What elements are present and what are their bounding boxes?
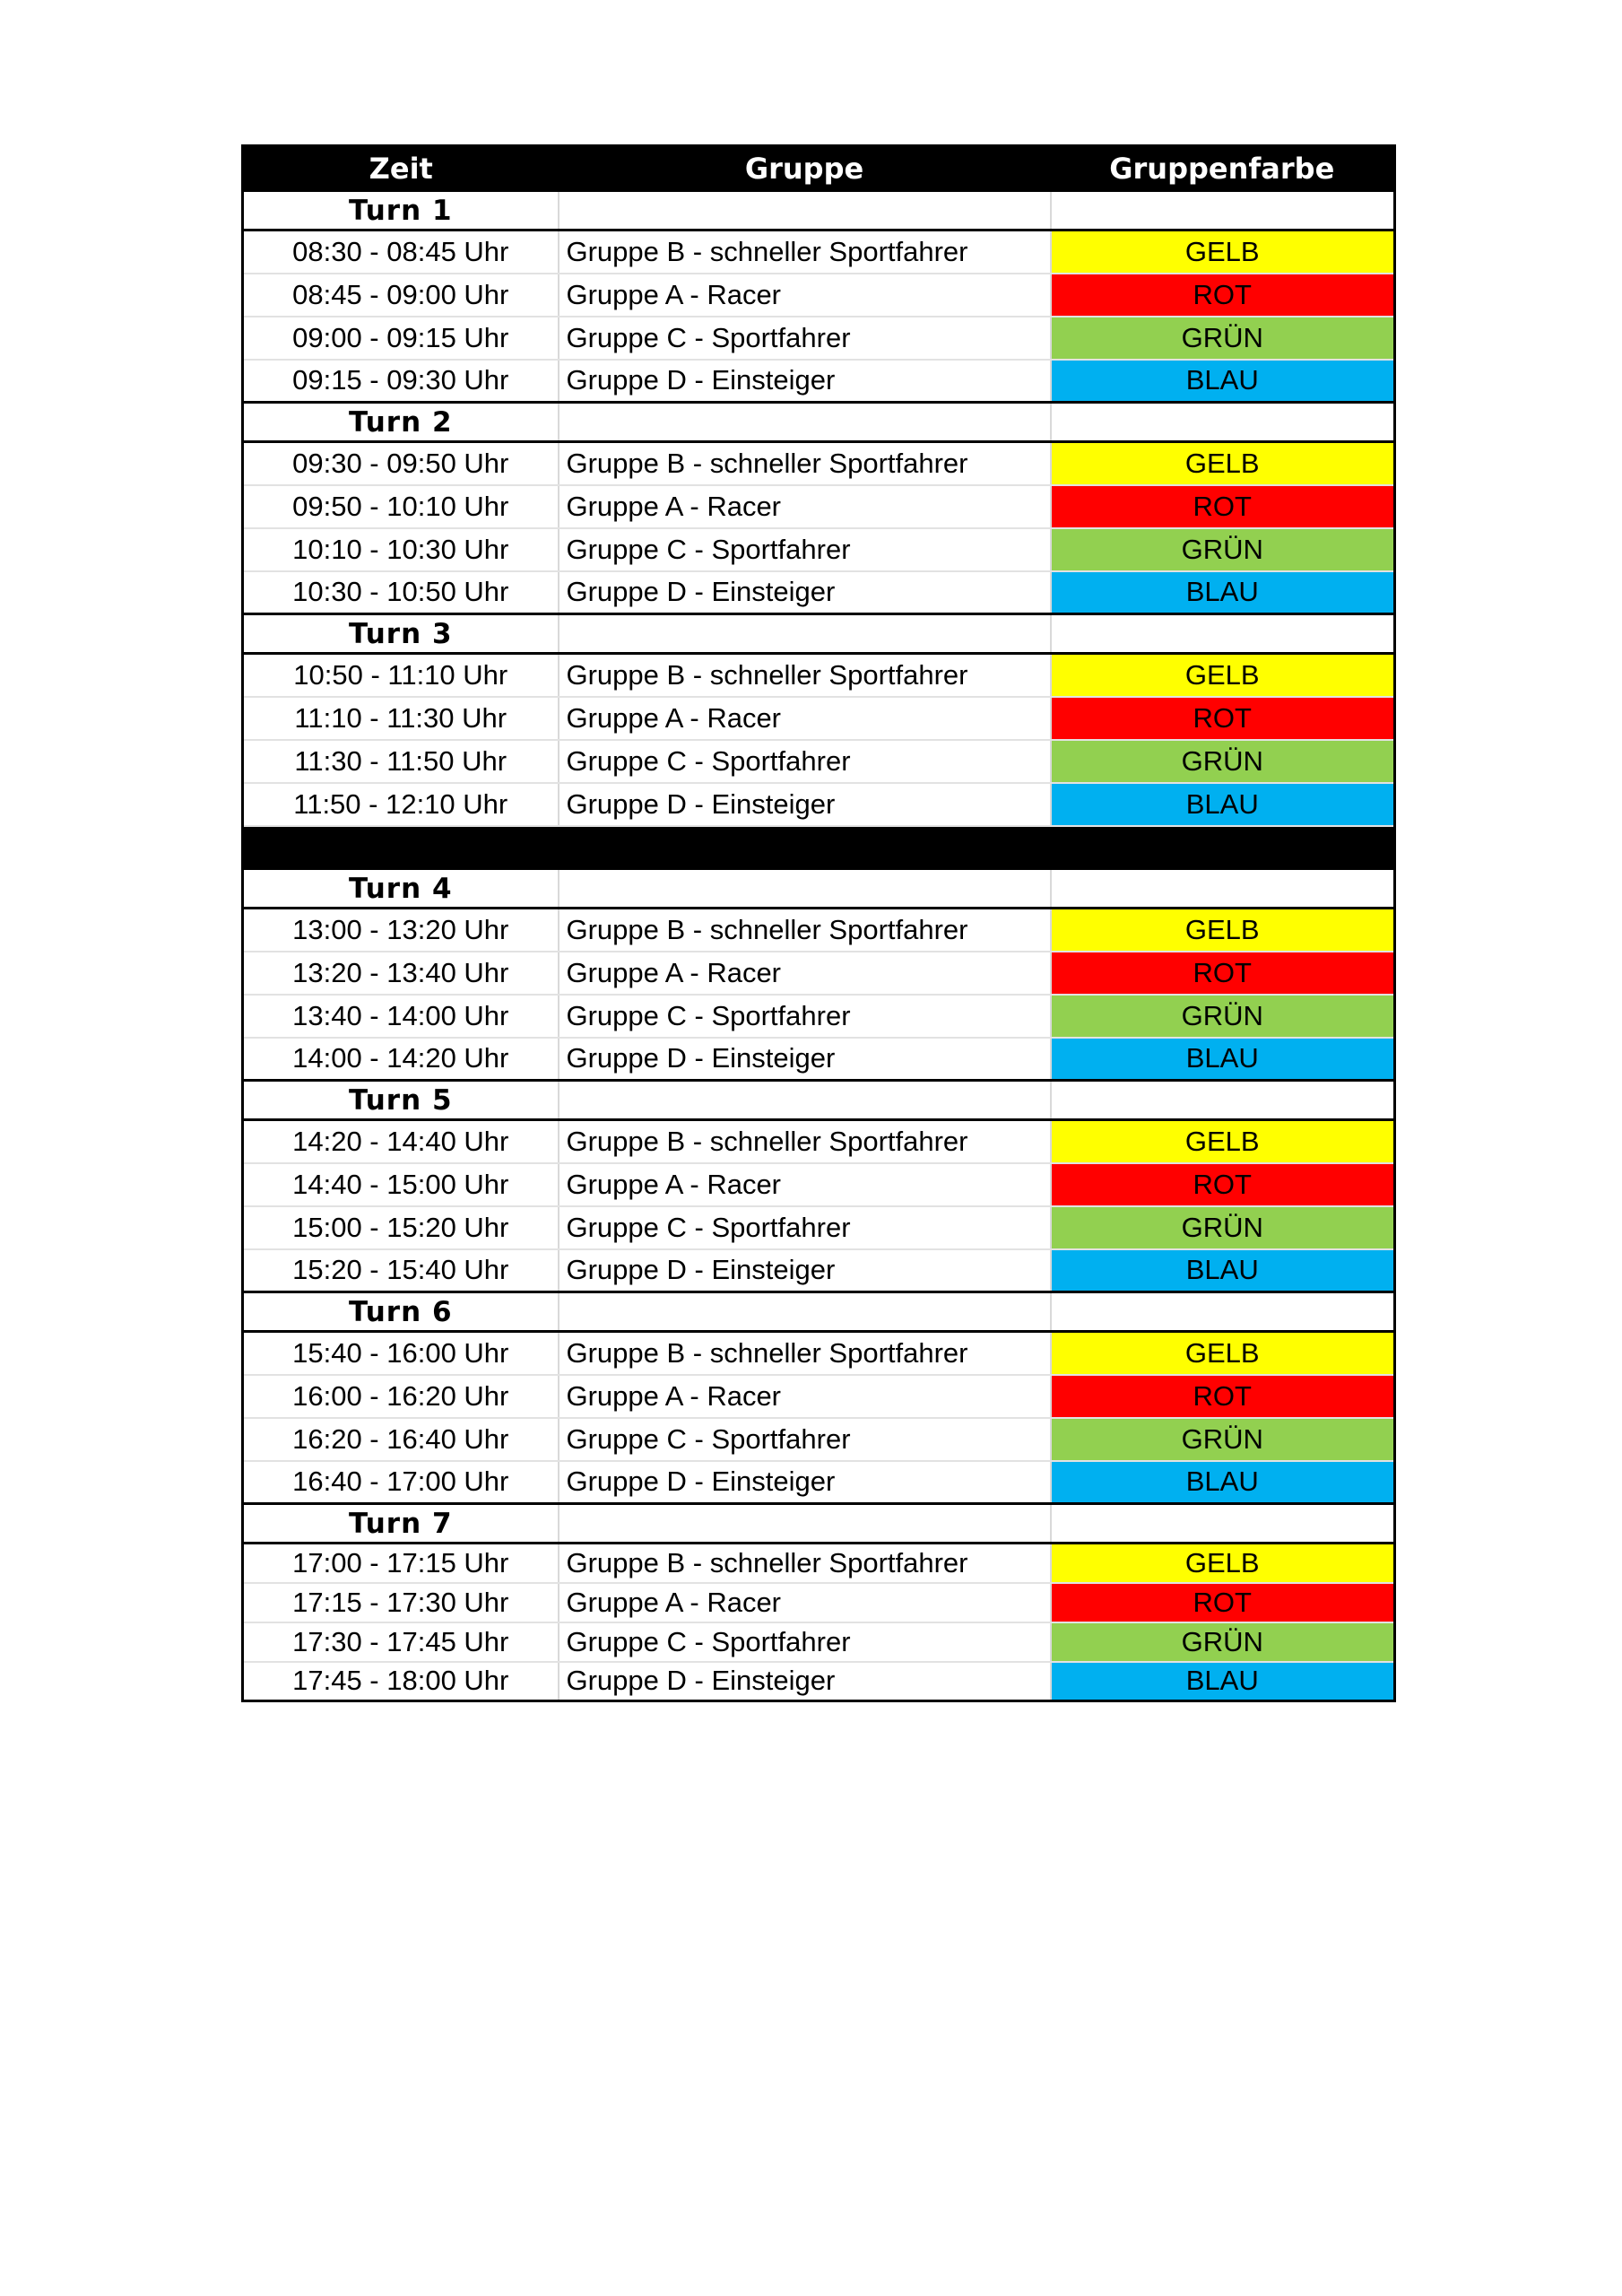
table-row [243,528,1395,571]
group-cell: Gruppe D - Einsteiger [559,1249,1051,1292]
group-color-cell: GRÜN [1051,1206,1395,1249]
group-color-cell: ROT [1051,1375,1395,1418]
group-cell: Gruppe D - Einsteiger [559,360,1051,403]
table-row [243,485,1395,528]
turn-empty-cell [1051,1504,1395,1544]
schedule-body [243,191,1395,1701]
time-cell: 11:10 - 11:30 Uhr [243,697,559,740]
time-cell: 13:00 - 13:20 Uhr [243,909,559,952]
time-cell: 17:00 - 17:15 Uhr [243,1544,559,1583]
turn-header-row [243,614,1395,654]
table-row [243,1206,1395,1249]
group-color-cell: BLAU [1051,1662,1395,1701]
time-cell: 17:30 - 17:45 Uhr [243,1622,559,1662]
turn-empty-cell [559,1504,1051,1544]
turn-empty-cell [559,614,1051,654]
group-color-cell: GELB [1051,1332,1395,1375]
group-color-cell: GELB [1051,1120,1395,1163]
time-cell: 09:30 - 09:50 Uhr [243,442,559,485]
turn-empty-cell [559,191,1051,230]
turn-empty-cell [559,869,1051,909]
table-row [243,1622,1395,1662]
group-color-cell: GRÜN [1051,995,1395,1038]
group-color-cell: ROT [1051,697,1395,740]
turn-empty-cell [1051,1292,1395,1332]
group-color-cell: ROT [1051,1163,1395,1206]
table-row [243,1120,1395,1163]
table-row [243,1662,1395,1701]
group-cell: Gruppe C - Sportfahrer [559,1206,1051,1249]
group-cell: Gruppe A - Racer [559,1375,1051,1418]
turn-header-row [243,869,1395,909]
turn-label: Turn 7 [243,1504,559,1544]
group-cell: Gruppe C - Sportfahrer [559,528,1051,571]
group-cell: Gruppe A - Racer [559,697,1051,740]
turn-empty-cell [1051,614,1395,654]
table-row [243,230,1395,274]
group-color-cell: BLAU [1051,1038,1395,1081]
group-color-cell: BLAU [1051,360,1395,403]
time-cell: 13:40 - 14:00 Uhr [243,995,559,1038]
header-zeit: Zeit [369,151,433,186]
table-row [243,1249,1395,1292]
turn-label: Turn 5 [243,1081,559,1120]
group-color-cell: GELB [1051,654,1395,697]
turn-empty-cell [1051,1081,1395,1120]
group-cell: Gruppe B - schneller Sportfahrer [559,1120,1051,1163]
time-cell: 17:15 - 17:30 Uhr [243,1583,559,1622]
group-color-cell: GRÜN [1051,740,1395,783]
table-row [243,274,1395,317]
group-cell: Gruppe B - schneller Sportfahrer [559,654,1051,697]
header-gruppenfarbe: Gruppenfarbe [1109,151,1335,186]
turn-empty-cell [559,403,1051,442]
group-cell: Gruppe C - Sportfahrer [559,995,1051,1038]
group-cell: Gruppe D - Einsteiger [559,1461,1051,1504]
group-cell: Gruppe A - Racer [559,952,1051,995]
table-row [243,740,1395,783]
turn-header-row [243,1292,1395,1332]
time-cell: 14:00 - 14:20 Uhr [243,1038,559,1081]
turn-label: Turn 3 [243,614,559,654]
group-cell: Gruppe C - Sportfahrer [559,1418,1051,1461]
group-color-cell: GRÜN [1051,317,1395,360]
header-gruppe: Gruppe [744,151,864,186]
group-color-cell: ROT [1051,485,1395,528]
group-cell: Gruppe D - Einsteiger [559,571,1051,614]
time-cell: 15:40 - 16:00 Uhr [243,1332,559,1375]
time-cell: 15:00 - 15:20 Uhr [243,1206,559,1249]
time-cell: 08:45 - 09:00 Uhr [243,274,559,317]
group-cell: Gruppe A - Racer [559,1583,1051,1622]
table-row [243,952,1395,995]
turn-empty-cell [1051,403,1395,442]
table-row [243,783,1395,826]
table-row [243,1544,1395,1583]
group-color-cell: GRÜN [1051,1622,1395,1662]
turn-empty-cell [559,1081,1051,1120]
table-row [243,1418,1395,1461]
time-cell: 15:20 - 15:40 Uhr [243,1249,559,1292]
table-row [243,442,1395,485]
table-row [243,697,1395,740]
group-color-cell: BLAU [1051,571,1395,614]
pause-divider [243,826,1395,869]
group-cell: Gruppe D - Einsteiger [559,783,1051,826]
group-cell: Gruppe B - schneller Sportfahrer [559,909,1051,952]
group-cell: Gruppe B - schneller Sportfahrer [559,442,1051,485]
turn-empty-cell [1051,191,1395,230]
group-cell: Gruppe C - Sportfahrer [559,317,1051,360]
table-row [243,1163,1395,1206]
group-color-cell: ROT [1051,1583,1395,1622]
group-cell: Gruppe B - schneller Sportfahrer [559,230,1051,274]
table-row [243,909,1395,952]
turn-label: Turn 2 [243,403,559,442]
group-cell: Gruppe A - Racer [559,1163,1051,1206]
turn-empty-cell [559,1292,1051,1332]
group-cell: Gruppe D - Einsteiger [559,1038,1051,1081]
pause-divider-row [243,826,1395,869]
turn-label: Turn 6 [243,1292,559,1332]
header-row [243,146,1395,191]
turn-label: Turn 1 [243,191,559,230]
group-cell: Gruppe D - Einsteiger [559,1662,1051,1701]
turn-header-row [243,403,1395,442]
table-row [243,1375,1395,1418]
time-cell: 16:40 - 17:00 Uhr [243,1461,559,1504]
time-cell: 14:40 - 15:00 Uhr [243,1163,559,1206]
group-color-cell: GELB [1051,909,1395,952]
time-cell: 09:00 - 09:15 Uhr [243,317,559,360]
group-cell: Gruppe C - Sportfahrer [559,740,1051,783]
group-color-cell: BLAU [1051,1249,1395,1292]
time-cell: 13:20 - 13:40 Uhr [243,952,559,995]
turn-header-row [243,1081,1395,1120]
group-cell: Gruppe C - Sportfahrer [559,1622,1051,1662]
table-row [243,1461,1395,1504]
schedule-table [241,144,1396,1702]
table-row [243,1038,1395,1081]
time-cell: 11:30 - 11:50 Uhr [243,740,559,783]
group-color-cell: GELB [1051,442,1395,485]
group-color-cell: ROT [1051,274,1395,317]
time-cell: 08:30 - 08:45 Uhr [243,230,559,274]
group-cell: Gruppe A - Racer [559,274,1051,317]
time-cell: 17:45 - 18:00 Uhr [243,1662,559,1701]
table-row [243,654,1395,697]
table-row [243,995,1395,1038]
group-color-cell: ROT [1051,952,1395,995]
table-row [243,1583,1395,1622]
table-row [243,571,1395,614]
time-cell: 16:20 - 16:40 Uhr [243,1418,559,1461]
group-color-cell: GRÜN [1051,528,1395,571]
group-color-cell: GRÜN [1051,1418,1395,1461]
time-cell: 16:00 - 16:20 Uhr [243,1375,559,1418]
turn-label: Turn 4 [243,869,559,909]
time-cell: 10:10 - 10:30 Uhr [243,528,559,571]
time-cell: 11:50 - 12:10 Uhr [243,783,559,826]
group-color-cell: BLAU [1051,1461,1395,1504]
group-color-cell: GELB [1051,230,1395,274]
group-color-cell: GELB [1051,1544,1395,1583]
group-cell: Gruppe A - Racer [559,485,1051,528]
group-cell: Gruppe B - schneller Sportfahrer [559,1544,1051,1583]
table-row [243,317,1395,360]
time-cell: 10:50 - 11:10 Uhr [243,654,559,697]
turn-empty-cell [1051,869,1395,909]
turn-header-row [243,191,1395,230]
group-cell: Gruppe B - schneller Sportfahrer [559,1332,1051,1375]
turn-header-row [243,1504,1395,1544]
table-row [243,1332,1395,1375]
time-cell: 09:50 - 10:10 Uhr [243,485,559,528]
table-row [243,360,1395,403]
group-color-cell: BLAU [1051,783,1395,826]
time-cell: 09:15 - 09:30 Uhr [243,360,559,403]
time-cell: 10:30 - 10:50 Uhr [243,571,559,614]
time-cell: 14:20 - 14:40 Uhr [243,1120,559,1163]
